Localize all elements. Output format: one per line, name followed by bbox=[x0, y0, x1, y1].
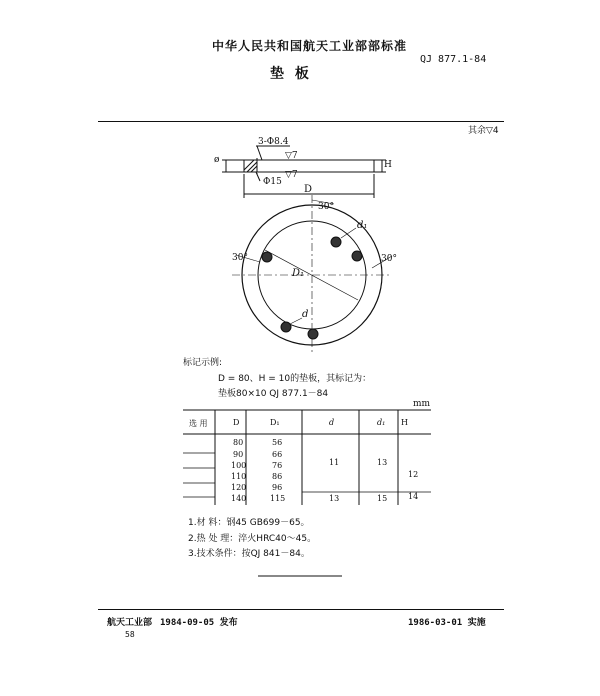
page-number: 58 bbox=[125, 630, 135, 639]
spec-table bbox=[183, 410, 431, 505]
note-technical-conditions: 3.技术条件：按QJ 841－84。 bbox=[188, 549, 310, 559]
merged-d1-top: 13 bbox=[377, 458, 388, 467]
merged-H-bottom: 14 bbox=[408, 492, 419, 501]
label-d1: d₁ bbox=[357, 220, 368, 231]
row-6-D: 140 bbox=[231, 494, 247, 503]
label-D1: D₁ bbox=[292, 268, 305, 279]
counterbore-label: Φ15 bbox=[263, 177, 282, 187]
side-view-hatch bbox=[244, 160, 257, 172]
row-3-D: 100 bbox=[231, 461, 247, 470]
note-heat-treatment: 2.热 处 理：淬火HRC40～45。 bbox=[188, 534, 317, 544]
merged-d-bottom: 13 bbox=[329, 494, 340, 503]
hole-4 bbox=[281, 322, 291, 332]
marking-example-line1: D = 80、H = 10的垫板，其标记为： bbox=[218, 374, 372, 384]
hole-3 bbox=[262, 252, 272, 262]
header-select: 选 用 bbox=[189, 419, 208, 428]
footer-dept: 航天工业部 bbox=[107, 618, 153, 628]
hole-2 bbox=[352, 251, 362, 261]
dim-H-label: H bbox=[384, 160, 392, 170]
dim-D-label: D bbox=[304, 184, 313, 195]
surface-mark-top: ▽7 bbox=[285, 151, 298, 161]
merged-d1-bottom: 15 bbox=[377, 494, 388, 503]
angle-right: 30° bbox=[381, 254, 397, 264]
dim-left-label: ø bbox=[214, 155, 220, 165]
footer-issued: 1984-09-05 发布 bbox=[160, 618, 238, 628]
row-4-D: 110 bbox=[231, 472, 247, 481]
row-2-D: 90 bbox=[233, 450, 244, 459]
header-H: H bbox=[401, 418, 408, 427]
roughness-note: 其余▽4 bbox=[468, 126, 499, 136]
row-5-D1: 96 bbox=[272, 483, 283, 492]
angle-top: 30° bbox=[318, 202, 334, 212]
doc-title: 垫 板 bbox=[270, 66, 312, 82]
row-4-D1: 86 bbox=[272, 472, 283, 481]
side-view-plate bbox=[244, 160, 374, 172]
label-d: d bbox=[302, 309, 309, 320]
row-3-D1: 76 bbox=[272, 461, 283, 470]
hole-callout: 3-Φ8.4 bbox=[258, 137, 289, 147]
marking-example-label: 标记示例: bbox=[183, 358, 223, 368]
row-1-D: 80 bbox=[233, 438, 244, 447]
row-6-D1: 115 bbox=[270, 494, 286, 503]
footer-rule bbox=[98, 609, 504, 610]
marking-example-line2: 垫板80×10 QJ 877.1－84 bbox=[218, 389, 329, 399]
hole-1 bbox=[331, 237, 341, 247]
surface-mark-bottom: ▽7 bbox=[285, 170, 298, 180]
header-d1: d₁ bbox=[377, 418, 386, 427]
angle-left: 30° bbox=[232, 253, 248, 263]
merged-H-top: 12 bbox=[408, 470, 419, 479]
table-unit: mm bbox=[413, 399, 431, 409]
row-1-D1: 56 bbox=[272, 438, 283, 447]
org-title: 中华人民共和国航天工业部部标准 bbox=[212, 39, 408, 53]
row-5-D: 120 bbox=[231, 483, 247, 492]
footer-implemented: 1986-03-01 实施 bbox=[408, 618, 486, 628]
header-D1: D₁ bbox=[270, 418, 280, 427]
merged-d-top: 11 bbox=[329, 458, 340, 467]
hole-5 bbox=[308, 329, 318, 339]
row-2-D1: 66 bbox=[272, 450, 283, 459]
plan-view bbox=[232, 195, 392, 355]
header-d: d bbox=[329, 418, 335, 427]
header-D: D bbox=[233, 418, 240, 427]
standard-number: QJ 877.1-84 bbox=[420, 54, 487, 65]
note-material: 1.材 料：钢45 GB699－65。 bbox=[188, 518, 310, 528]
